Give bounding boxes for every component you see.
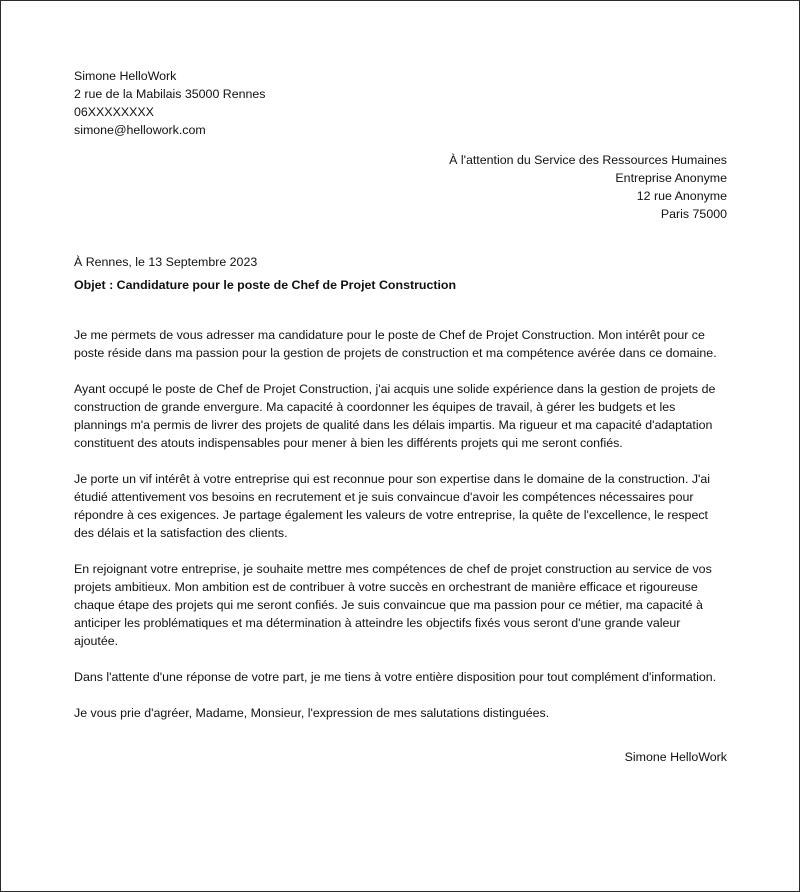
subject-line: Objet : Candidature pour le poste de Chef de Projet Construction [74,278,457,292]
letter-body [74,326,727,722]
body-paragraph: Je porte un vif intérêt à votre entreprise qui est reconnue pour son expertise dans le domaine de la construction. J'ai étudié attentivement vos besoins en recrutement et je suis convaincue d'avoir les compétences nécessaires pour répondre à ces exigences. Je partage également les valeurs de votre entreprise, la quête de l'excellence, le respect des délais et la satisfaction des clients. [74,472,711,540]
signature: Simone HelloWork [624,750,727,764]
sender-phone: 06XXXXXXXX [74,105,154,119]
closing-paragraph: Je vous prie d'agréer, Madame, Monsieur, l'expression de mes salutations distinguées. [74,706,550,720]
sender-address: 2 rue de la Mabilais 35000 Rennes [74,87,266,101]
recipient-block [74,151,727,223]
recipient-city: Paris 75000 [660,207,727,221]
recipient-company: Entreprise Anonyme [615,171,727,185]
recipient-attention: À l'attention du Service des Ressources Humaines [449,153,727,167]
sender-email: simone@hellowork.com [74,123,206,137]
recipient-street: 12 rue Anonyme [636,189,727,203]
body-paragraph: Je me permets de vous adresser ma candidature pour le poste de Chef de Projet Construction. Mon intérêt pour ce poste réside dans ma passion pour la gestion de projets de construction et ma compétence avérée dans ce domaine. [74,328,717,360]
body-paragraph: Ayant occupé le poste de Chef de Projet Construction, j'ai acquis une solide expérience dans la gestion de projets de construction de grande envergure. Ma capacité à coordonner les équipes de travail, à gérer les budgets et les plannings m'a permis de livrer des projets de qualité dans les délais impartis. Ma rigueur et ma capacité d'adaptation constituent des atouts indispensables pour mener à bien les différents projets qui me seront confiés. [74,382,716,450]
date-line: À Rennes, le 13 Septembre 2023 [74,255,258,269]
sender-name: Simone HelloWork [74,69,177,83]
letter-content [74,67,727,766]
sender-block [74,67,727,139]
body-paragraph: Dans l'attente d'une réponse de votre part, je me tiens à votre entière disposition pour tout complément d'information. [74,670,717,684]
body-paragraph: En rejoignant votre entreprise, je souhaite mettre mes compétences de chef de projet construction au service de vos projets ambitieux. Mon ambition est de contribuer à votre succès en orchestrant de manière efficace et rigoureuse chaque étape des projets qui me seront confiés. Je suis convaincue que ma passion pour ce métier, ma capacité à anticiper les problématiques et ma détermination à atteindre les objectifs fixés vous seront d'une grande valeur ajoutée. [74,562,712,648]
